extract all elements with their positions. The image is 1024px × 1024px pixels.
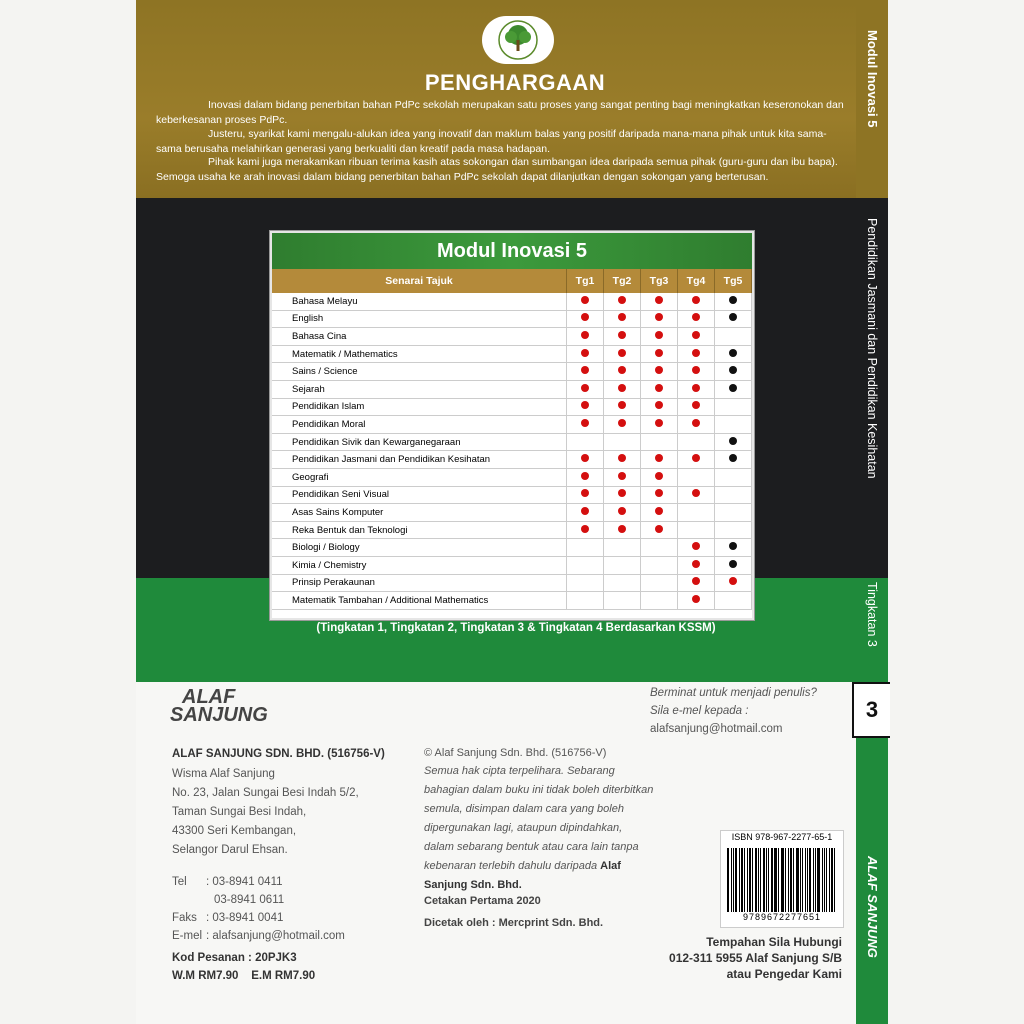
red-dot-icon	[581, 525, 589, 533]
red-dot-icon	[655, 349, 663, 357]
mark-cell-tg2	[604, 416, 641, 434]
red-dot-icon	[618, 454, 626, 462]
order-line2: 012-311 5955 Alaf Sanjung S/B	[669, 951, 842, 965]
header-tg2: Tg2	[604, 269, 641, 293]
mark-cell-tg1	[567, 539, 604, 557]
mark-cell-tg3	[641, 380, 678, 398]
black-dot-icon	[729, 542, 737, 550]
red-dot-icon	[581, 507, 589, 515]
email-label: E-mel	[172, 930, 203, 942]
red-dot-icon	[692, 313, 700, 321]
mark-cell-tg1	[567, 380, 604, 398]
fax-number: : 03-8941 0041	[206, 912, 284, 924]
table-row	[272, 363, 752, 381]
mark-cell-tg3	[641, 293, 678, 310]
red-dot-icon	[655, 313, 663, 321]
mark-cell-tg3	[641, 468, 678, 486]
spine-subject: Pendidikan Jasmani dan Pendidikan Kesihatan	[865, 218, 879, 479]
mark-cell-tg2	[604, 468, 641, 486]
table-row	[272, 345, 752, 363]
mark-cell-tg4	[678, 416, 715, 434]
copyright-line: © Alaf Sanjung Sdn. Bhd. (516756-V)	[424, 747, 607, 759]
mark-cell-tg1	[567, 345, 604, 363]
black-dot-icon	[729, 454, 737, 462]
mark-cell-tg3	[641, 363, 678, 381]
red-dot-icon	[581, 419, 589, 427]
mark-cell-tg5	[715, 486, 752, 504]
mark-cell-tg1	[567, 468, 604, 486]
red-dot-icon	[692, 542, 700, 550]
module-table-title: Modul Inovasi 5	[272, 233, 752, 269]
logo-line-1: ALAF	[182, 686, 236, 708]
red-dot-icon	[655, 296, 663, 304]
publisher-address-4: 43300 Seri Kembangan,	[172, 825, 297, 837]
red-dot-icon	[692, 384, 700, 392]
red-dot-icon	[581, 489, 589, 497]
red-dot-icon	[655, 489, 663, 497]
subject-cell: Bahasa Melayu	[272, 293, 567, 310]
logo-line-2: SANJUNG	[170, 704, 268, 726]
mark-cell-tg4	[678, 398, 715, 416]
mark-cell-tg1	[567, 592, 604, 610]
writer-note-email: alafsanjung@hotmail.com	[650, 723, 783, 735]
acknowledgement-title: PENGHARGAAN	[424, 70, 606, 95]
red-dot-icon	[655, 366, 663, 374]
mark-cell-tg1	[567, 504, 604, 522]
table-caption: (Tingkatan 1, Tingkatan 2, Tingkatan 3 & Tingkatan 4 Berdasarkan KSSM)	[316, 622, 716, 634]
red-dot-icon	[581, 454, 589, 462]
mark-cell-tg5	[715, 345, 752, 363]
mark-cell-tg4	[678, 433, 715, 451]
subject-cell: Pendidikan Islam	[272, 398, 567, 416]
table-row	[272, 451, 752, 469]
mark-cell-tg2	[604, 574, 641, 592]
mark-cell-tg1	[567, 486, 604, 504]
red-dot-icon	[655, 419, 663, 427]
module-table	[272, 269, 752, 610]
writer-note-line1: Berminat untuk menjadi penulis?	[650, 687, 817, 699]
mark-cell-tg4	[678, 504, 715, 522]
header-tg3: Tg3	[641, 269, 678, 293]
black-dot-icon	[729, 296, 737, 304]
mark-cell-tg1	[567, 451, 604, 469]
header-tg5: Tg5	[715, 269, 752, 293]
mark-cell-tg4	[678, 363, 715, 381]
subject-cell: Pendidikan Seni Visual	[272, 486, 567, 504]
red-dot-icon	[618, 331, 626, 339]
order-contact	[630, 934, 842, 982]
mark-cell-tg5	[715, 363, 752, 381]
subject-cell: Asas Sains Komputer	[272, 504, 567, 522]
mark-cell-tg2	[604, 345, 641, 363]
red-dot-icon	[618, 313, 626, 321]
mark-cell-tg4	[678, 451, 715, 469]
subject-cell: English	[272, 310, 567, 328]
red-dot-icon	[692, 349, 700, 357]
mark-cell-tg3	[641, 556, 678, 574]
red-dot-icon	[618, 349, 626, 357]
mark-cell-tg4	[678, 486, 715, 504]
ack-paragraph-1: Inovasi dalam bidang penerbitan bahan PdPc sekolah merupakan satu proses yang sangat penting bagi meningkatkan keseronokan dan keberkesanan proses PdPc.	[156, 99, 844, 126]
table-row	[272, 398, 752, 416]
mark-cell-tg3	[641, 328, 678, 346]
mark-cell-tg2	[604, 592, 641, 610]
mark-cell-tg2	[604, 363, 641, 381]
mark-cell-tg1	[567, 293, 604, 310]
header-tg1: Tg1	[567, 269, 604, 293]
mark-cell-tg1	[567, 556, 604, 574]
ack-paragraph-2: Justeru, syarikat kami mengalu-alukan idea yang inovatif dan maklum balas yang positif daripada mana-mana pihak untuk kita sama-sama berusaha melahirkan generasi yang berkualiti dan kreatif pada masa hadapan.	[156, 128, 827, 155]
mark-cell-tg5	[715, 310, 752, 328]
mark-cell-tg3	[641, 504, 678, 522]
mark-cell-tg4	[678, 539, 715, 557]
publisher-email: : alafsanjung@hotmail.com	[206, 930, 345, 942]
mark-cell-tg5	[715, 468, 752, 486]
mark-cell-tg4	[678, 345, 715, 363]
red-dot-icon	[581, 349, 589, 357]
mark-cell-tg4	[678, 310, 715, 328]
header-tg4: Tg4	[678, 269, 715, 293]
table-row	[272, 310, 752, 328]
red-dot-icon	[692, 595, 700, 603]
red-dot-icon	[581, 472, 589, 480]
red-dot-icon	[655, 507, 663, 515]
table-row	[272, 592, 752, 610]
publisher-address-2: No. 23, Jalan Sungai Besi Indah 5/2,	[172, 787, 359, 799]
mark-cell-tg1	[567, 328, 604, 346]
mark-cell-tg5	[715, 521, 752, 539]
mark-cell-tg3	[641, 416, 678, 434]
copyright-body: Semua hak cipta terpelihara. Sebarang bahagian dalam buku ini tidak boleh diterbitkan semula, disimpan dalam cara yang boleh dipergunakan lagi, ataupun dipindahkan, dalam sebarang bentuk atau cara lain tanpa kebenaran terlebih dahulu daripada Alaf Sanjung Sdn. Bhd.	[424, 765, 654, 891]
black-dot-icon	[729, 349, 737, 357]
ack-paragraph-3: Pihak kami juga merakamkan ribuan terima kasih atas sokongan dan sumbangan idea daripada semua pihak (guru-guru dan ibu bapa). Semoga usaha ke arah inovasi dalam bidang penerbitan bahan PdPc sekolah dapat dilanjutkan dengan sokongan yang berterusan.	[156, 156, 838, 183]
red-dot-icon	[581, 384, 589, 392]
mark-cell-tg1	[567, 310, 604, 328]
black-dot-icon	[729, 437, 737, 445]
mark-cell-tg5	[715, 416, 752, 434]
order-code: Kod Pesanan : 20PJK3	[172, 952, 297, 964]
mark-cell-tg2	[604, 398, 641, 416]
red-dot-icon	[618, 384, 626, 392]
subject-cell: Geografi	[272, 468, 567, 486]
tel-1: : 03-8941 0411	[206, 876, 283, 888]
mark-cell-tg2	[604, 539, 641, 557]
writer-note-line2: Sila e-mel kepada :	[650, 705, 749, 717]
mark-cell-tg2	[604, 486, 641, 504]
black-dot-icon	[729, 384, 737, 392]
black-dot-icon	[729, 560, 737, 568]
spine-number-tab: 3	[852, 682, 890, 738]
red-dot-icon	[618, 401, 626, 409]
spine-publisher: ALAF SANJUNG	[865, 856, 880, 958]
red-dot-icon	[618, 366, 626, 374]
mark-cell-tg2	[604, 293, 641, 310]
red-dot-icon	[692, 489, 700, 497]
mark-cell-tg4	[678, 592, 715, 610]
red-dot-icon	[581, 313, 589, 321]
red-dot-icon	[692, 560, 700, 568]
red-dot-icon	[618, 472, 626, 480]
price: W.M RM7.90 E.M RM7.90	[172, 970, 316, 982]
mark-cell-tg1	[567, 521, 604, 539]
table-row	[272, 328, 752, 346]
isbn-digits: 9789672277651	[742, 912, 822, 922]
subject-cell: Bahasa Cina	[272, 328, 567, 346]
mark-cell-tg1	[567, 433, 604, 451]
mark-cell-tg2	[604, 328, 641, 346]
red-dot-icon	[581, 401, 589, 409]
mark-cell-tg5	[715, 433, 752, 451]
red-dot-icon	[655, 454, 663, 462]
mark-cell-tg1	[567, 363, 604, 381]
publisher-address-3: Taman Sungai Besi Indah,	[172, 806, 307, 818]
red-dot-icon	[655, 384, 663, 392]
mark-cell-tg4	[678, 556, 715, 574]
mark-cell-tg5	[715, 592, 752, 610]
red-dot-icon	[692, 419, 700, 427]
mark-cell-tg5	[715, 328, 752, 346]
black-dot-icon	[729, 313, 737, 321]
table-row	[272, 293, 752, 310]
mark-cell-tg5	[715, 504, 752, 522]
order-line3: atau Pengedar Kami	[726, 967, 842, 981]
tel-2: 03-8941 0611	[214, 894, 285, 906]
mark-cell-tg3	[641, 310, 678, 328]
red-dot-icon	[692, 454, 700, 462]
mark-cell-tg5	[715, 398, 752, 416]
mark-cell-tg1	[567, 574, 604, 592]
module-table-card	[270, 231, 754, 620]
mark-cell-tg3	[641, 451, 678, 469]
table-row	[272, 504, 752, 522]
mark-cell-tg2	[604, 451, 641, 469]
table-row	[272, 521, 752, 539]
mark-cell-tg2	[604, 433, 641, 451]
red-dot-icon	[618, 419, 626, 427]
mark-cell-tg1	[567, 416, 604, 434]
red-dot-icon	[655, 331, 663, 339]
mark-cell-tg1	[567, 398, 604, 416]
table-row	[272, 433, 752, 451]
mark-cell-tg3	[641, 574, 678, 592]
spine-level: Tingkatan 3	[865, 582, 879, 647]
red-dot-icon	[655, 472, 663, 480]
spine-series: Modul Inovasi 5	[865, 30, 880, 128]
printer: Dicetak oleh : Mercprint Sdn. Bhd.	[424, 917, 604, 929]
mark-cell-tg4	[678, 468, 715, 486]
subject-cell: Sejarah	[272, 380, 567, 398]
red-dot-icon	[618, 296, 626, 304]
table-row	[272, 539, 752, 557]
subject-cell: Pendidikan Sivik dan Kewarganegaraan	[272, 433, 567, 451]
mark-cell-tg2	[604, 380, 641, 398]
mark-cell-tg2	[604, 310, 641, 328]
mark-cell-tg5	[715, 556, 752, 574]
publisher-address-1: Wisma Alaf Sanjung	[172, 768, 275, 780]
publisher-logo	[170, 688, 280, 732]
edition: Cetakan Pertama 2020	[424, 895, 541, 907]
mark-cell-tg3	[641, 398, 678, 416]
mark-cell-tg2	[604, 556, 641, 574]
tel-label: Tel	[172, 876, 187, 888]
isbn-label: ISBN 978-967-2277-65-1	[731, 832, 833, 842]
table-row	[272, 574, 752, 592]
mark-cell-tg5	[715, 451, 752, 469]
publisher-address-5: Selangor Darul Ehsan.	[172, 844, 288, 856]
table-row	[272, 486, 752, 504]
mark-cell-tg4	[678, 328, 715, 346]
mark-cell-tg3	[641, 345, 678, 363]
red-dot-icon	[692, 366, 700, 374]
subject-cell: Sains / Science	[272, 363, 567, 381]
fax-label: Faks	[172, 912, 197, 924]
mark-cell-tg5	[715, 574, 752, 592]
red-dot-icon	[655, 525, 663, 533]
table-row	[272, 380, 752, 398]
red-dot-icon	[729, 577, 737, 585]
header-subject: Senarai Tajuk	[272, 269, 567, 293]
red-dot-icon	[692, 331, 700, 339]
mark-cell-tg4	[678, 574, 715, 592]
book-spine	[856, 0, 888, 1024]
red-dot-icon	[581, 366, 589, 374]
subject-cell: Prinsip Perakaunan	[272, 574, 567, 592]
subject-cell: Reka Bentuk dan Teknologi	[272, 521, 567, 539]
mark-cell-tg4	[678, 521, 715, 539]
mark-cell-tg3	[641, 433, 678, 451]
red-dot-icon	[581, 296, 589, 304]
red-dot-icon	[618, 525, 626, 533]
writer-note	[650, 684, 850, 738]
mark-cell-tg4	[678, 380, 715, 398]
mark-cell-tg5	[715, 293, 752, 310]
barcode-icon	[727, 844, 837, 912]
subject-cell: Matematik Tambahan / Additional Mathematics	[272, 592, 567, 610]
subject-cell: Pendidikan Jasmani dan Pendidikan Kesihatan	[272, 451, 567, 469]
table-row	[272, 468, 752, 486]
subject-cell: Pendidikan Moral	[272, 416, 567, 434]
mark-cell-tg5	[715, 380, 752, 398]
mark-cell-tg3	[641, 592, 678, 610]
black-dot-icon	[729, 366, 737, 374]
mark-cell-tg3	[641, 521, 678, 539]
subject-cell: Kimia / Chemistry	[272, 556, 567, 574]
red-dot-icon	[692, 401, 700, 409]
mark-cell-tg3	[641, 539, 678, 557]
order-line1: Tempahan Sila Hubungi	[706, 935, 842, 949]
mark-cell-tg5	[715, 539, 752, 557]
table-row	[272, 416, 752, 434]
red-dot-icon	[655, 401, 663, 409]
tree-emblem-icon	[482, 16, 554, 64]
table-row	[272, 556, 752, 574]
red-dot-icon	[618, 507, 626, 515]
subject-cell: Biologi / Biology	[272, 539, 567, 557]
subject-cell: Matematik / Mathematics	[272, 345, 567, 363]
publisher-name: ALAF SANJUNG SDN. BHD. (516756-V)	[172, 748, 385, 760]
mark-cell-tg2	[604, 504, 641, 522]
mark-cell-tg3	[641, 486, 678, 504]
table-header-row	[272, 269, 752, 293]
mark-cell-tg2	[604, 521, 641, 539]
red-dot-icon	[581, 331, 589, 339]
isbn-barcode	[720, 830, 844, 928]
red-dot-icon	[692, 577, 700, 585]
red-dot-icon	[692, 296, 700, 304]
mark-cell-tg4	[678, 293, 715, 310]
red-dot-icon	[618, 489, 626, 497]
